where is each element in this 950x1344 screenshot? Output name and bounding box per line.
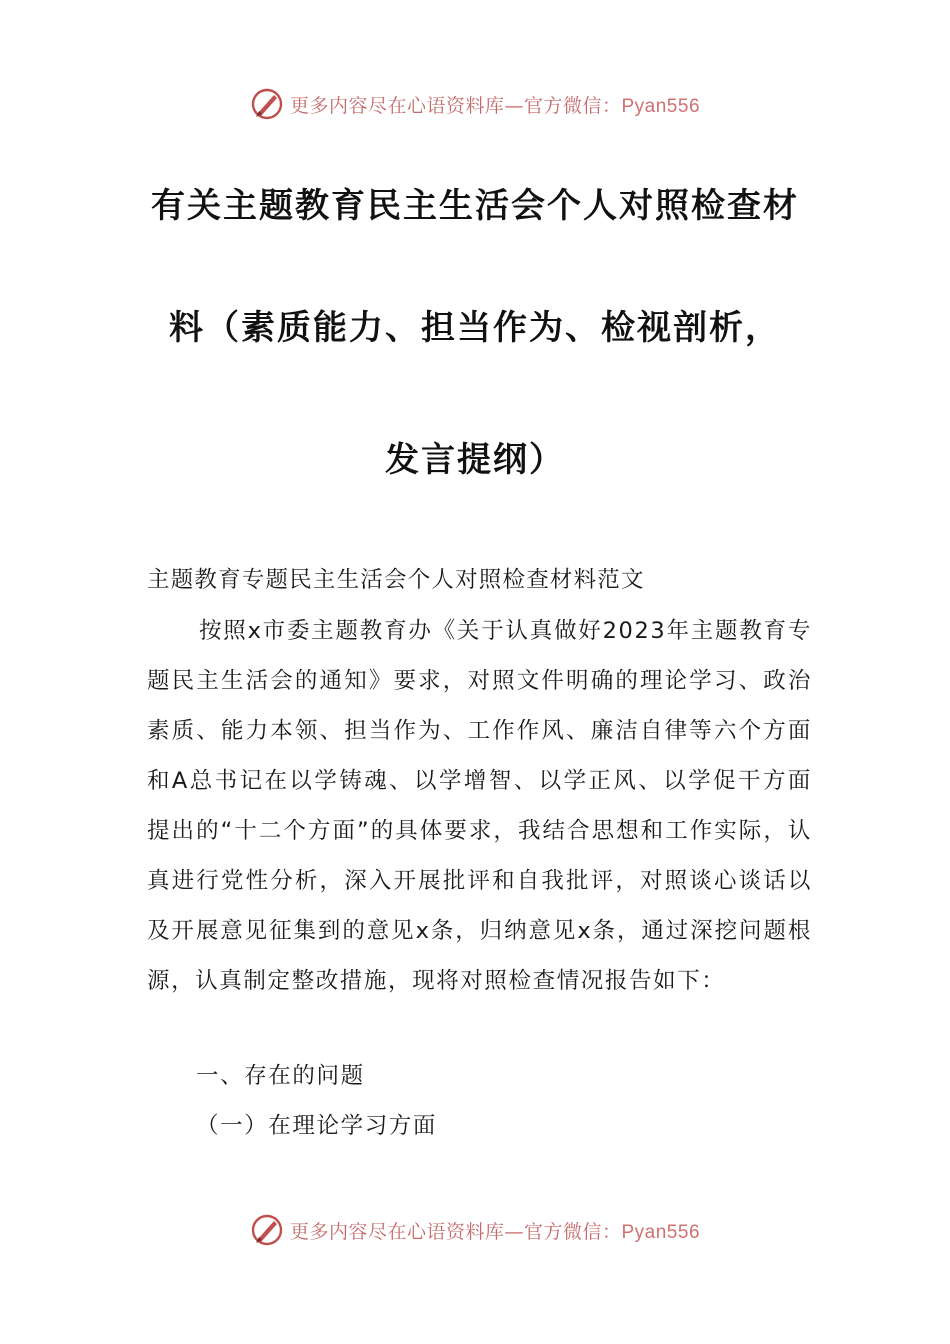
pen-circle-logo-icon: [250, 87, 284, 121]
pen-circle-logo-icon: [250, 1213, 284, 1247]
watermark-site-text: 更多内容尽在心语资料库—官方微信：: [289, 1220, 622, 1243]
section-heading-1: 一、存在的问题: [196, 1063, 365, 1089]
watermark-banner-top: [0, 84, 950, 124]
watermark-wechat-id: Pyan556: [621, 95, 701, 117]
document-title-line-3: 发言提纲）: [385, 440, 565, 480]
section-heading-1-1: （一）在理论学习方面: [196, 1113, 438, 1139]
document-title-line-2: 料（素质能力、担当作为、检视剖析，: [169, 308, 781, 348]
document-title-line-1: 有关主题教育民主生活会个人对照检查材: [151, 186, 799, 226]
watermark-banner-bottom: [0, 1210, 950, 1250]
document-subtitle: 主题教育专题民主生活会个人对照检查材料范文: [147, 567, 645, 593]
intro-paragraph: 按照x市委主题教育办《关于认真做好2023年主题教育专题民主生活会的通知》要求，对照文件明确的理论学习、政治素质、能力本领、担当作为、工作作风、廉洁自律等六个方面和A总书记在以学铸魂、以学增智、以学正风、以学促干方面提出的“十二个方面”的具体要求，我结合思想和工作实际，认真进行党性分析，深入开展批评和自我批评，对照谈心谈话以及开展意见征集到的意见x条，归纳意见x条，通过深挖问题根源，认真制定整改措施，现将对照检查情况报告如下：: [147, 618, 812, 994]
watermark-wechat-id: Pyan556: [621, 1221, 701, 1243]
watermark-site-text: 更多内容尽在心语资料库—官方微信：: [289, 94, 622, 117]
